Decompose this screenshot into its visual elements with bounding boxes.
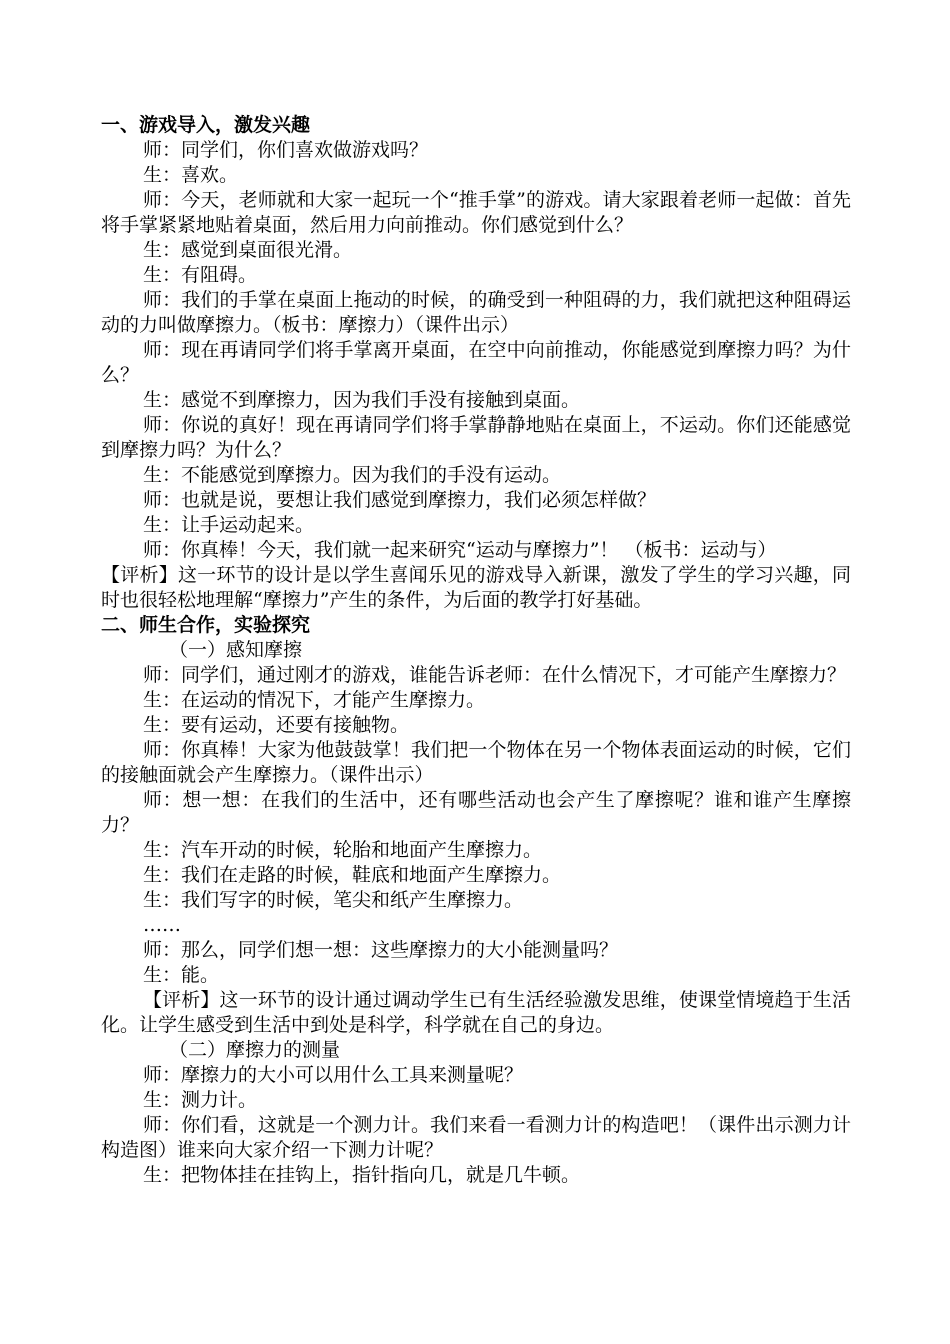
dialogue-line: 生：我们写字的时候，笔尖和纸产生摩擦力。: [143, 889, 524, 911]
comment-paragraph: 【评析】这一环节的设计通过调动学生已有生活经验激发思维，使课堂情境趋于生活化。让学生感受到生活中到处是科学，科学就在自己的身边。: [101, 989, 851, 1036]
dialogue-line: 生：我们在走路的时候，鞋底和地面产生摩擦力。: [143, 864, 562, 886]
subsection-title: （二）摩擦力的测量: [169, 1039, 341, 1061]
comment-paragraph: 【评析】这一环节的设计是以学生喜闻乐见的游戏导入新课，激发了学生的学习兴趣，同时也很轻松地理解“摩擦力”产生的条件，为后面的教学打好基础。: [101, 564, 851, 611]
dialogue-line: 生：在运动的情况下，才能产生摩擦力。: [143, 689, 486, 711]
dialogue-line: 师：现在再请同学们将手掌离开桌面，在空中向前推动，你能感觉到摩擦力吗？为什么？: [101, 339, 851, 386]
dialogue-line: 生：有阻碍。: [143, 264, 258, 286]
dialogue-line: 师：摩擦力的大小可以用什么工具来测量呢？: [143, 1064, 524, 1086]
dialogue-line: 生：不能感觉到摩擦力。因为我们的手没有运动。: [143, 464, 562, 486]
dialogue-line: 生：测力计。: [143, 1089, 258, 1111]
subsection-title: （一）感知摩擦: [169, 639, 303, 661]
dialogue-line: 师：我们的手掌在桌面上拖动的时候，的确受到一种阻碍的力，我们就把这种阻碍运动的力叫做摩擦力。（板书：摩擦力）（课件出示）: [101, 289, 851, 336]
dialogue-line: 师：那么，同学们想一想：这些摩擦力的大小能测量吗？: [143, 939, 619, 961]
dialogue-line: 生：让手运动起来。: [143, 514, 315, 536]
dialogue-line: 生：要有运动，还要有接触物。: [143, 714, 410, 736]
dialogue-line: 生：喜欢。: [143, 164, 239, 186]
dialogue-line: 生：感觉不到摩擦力，因为我们手没有接触到桌面。: [143, 389, 581, 411]
dialogue-line: 师：也就是说，要想让我们感觉到摩擦力，我们必须怎样做？: [143, 489, 657, 511]
dialogue-line: 师：你们看，这就是一个测力计。我们来看一看测力计的构造吧！（课件出示测力计构造图）谁来向大家介绍一下测力计呢？: [101, 1114, 851, 1161]
dialogue-line: 师：你真棒！今天，我们就一起来研究“运动与摩擦力”！ （板书：运动与）: [143, 539, 777, 561]
dialogue-line: 师：同学们，通过刚才的游戏，谁能告诉老师：在什么情况下，才可能产生摩擦力？: [143, 664, 847, 686]
document-page: [101, 113, 851, 1188]
ellipsis-line: ……: [143, 914, 181, 936]
dialogue-line: 生：感觉到桌面很光滑。: [143, 239, 353, 261]
dialogue-line: 生：能。: [143, 964, 220, 986]
dialogue-line: 师：你说的真好！现在再请同学们将手掌静静地贴在桌面上，不运动。你们还能感觉到摩擦力吗？为什么？: [101, 414, 851, 461]
section-1-title: 一、游戏导入，激发兴趣: [101, 114, 311, 136]
dialogue-line: 师：今天，老师就和大家一起玩一个“推手掌”的游戏。请大家跟着老师一起做：首先将手掌紧紧地贴着桌面，然后用力向前推动。你们感觉到什么？: [101, 189, 851, 236]
dialogue-line: 师：你真棒！大家为他鼓鼓掌！我们把一个物体在另一个物体表面运动的时候，它们的接触面就会产生摩擦力。（课件出示）: [101, 739, 851, 786]
dialogue-line: 生：汽车开动的时候，轮胎和地面产生摩擦力。: [143, 839, 543, 861]
dialogue-line: 师：同学们，你们喜欢做游戏吗？: [143, 139, 429, 161]
section-2-title: 二、师生合作，实验探究: [101, 614, 311, 636]
dialogue-line: 师：想一想：在我们的生活中，还有哪些活动也会产生了摩擦呢？谁和谁产生摩擦力？: [101, 789, 851, 836]
dialogue-line: 生：把物体挂在挂钩上，指针指向几，就是几牛顿。: [143, 1164, 581, 1186]
